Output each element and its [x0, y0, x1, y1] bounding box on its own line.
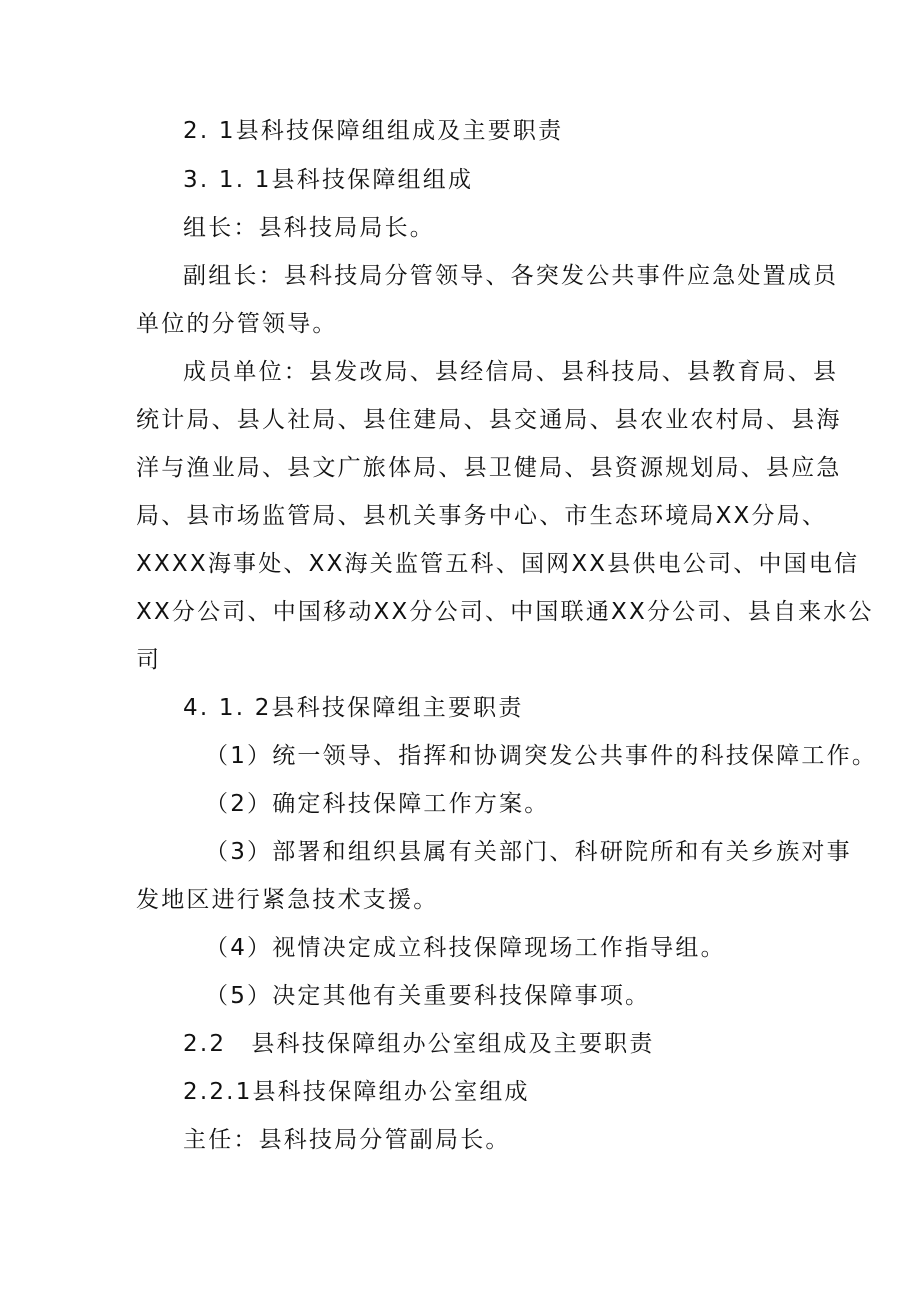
paragraph-deputy-leader-line2: 单位的分管领导。 — [136, 311, 338, 337]
paragraph-members-line1: 成员单位：县发改局、县经信局、县科技局、县教育局、县 — [183, 359, 839, 385]
duty-item-3-line1: （3）部署和组织县属有关部门、科研院所和有关乡族对事 — [205, 839, 852, 865]
paragraph-team-leader: 组长：县科技局局长。 — [183, 215, 435, 241]
paragraph-members-line3: 洋与渔业局、县文广旅体局、县卫健局、县资源规划局、县应急 — [136, 455, 842, 481]
duty-item-2: （2）确定科技保障工作方案。 — [205, 791, 550, 817]
paragraph-deputy-leader-line1: 副组长：县科技局分管领导、各突发公共事件应急处置成员 — [183, 263, 839, 289]
paragraph-members-line4: 局、县市场监管局、县机关事务中心、市生态环境局XX分局、 — [136, 503, 828, 529]
duty-item-4: （4）视情决定成立科技保障现场工作指导组。 — [205, 935, 726, 961]
paragraph-members-line5: XXXX海事处、XX海关监管五科、国网XX县供电公司、中国电信 — [136, 551, 860, 577]
duty-item-3-line2: 发地区进行紧急技术支援。 — [136, 887, 439, 913]
section-heading-2-1: 2. 1县科技保障组组成及主要职责 — [183, 118, 564, 144]
section-heading-2-2: 2.2 县科技保障组办公室组成及主要职责 — [183, 1031, 655, 1057]
subsection-heading-4-1-2: 4. 1. 2县科技保障组主要职责 — [183, 695, 524, 721]
duty-item-1: （1）统一领导、指挥和协调突发公共事件的科技保障工作。 — [205, 743, 878, 769]
paragraph-members-line6: XX分公司、中国移动XX分公司、中国联通XX分公司、县自来水公 — [136, 599, 874, 625]
paragraph-members-line2: 统计局、县人社局、县住建局、县交通局、县农业农村局、县海 — [136, 407, 842, 433]
paragraph-director: 主任：县科技局分管副局长。 — [183, 1127, 511, 1153]
paragraph-members-line7: 司 — [136, 647, 162, 673]
subsection-heading-2-2-1: 2.2.1县科技保障组办公室组成 — [183, 1079, 530, 1105]
subsection-heading-3-1-1: 3. 1. 1县科技保障组组成 — [183, 167, 474, 193]
duty-item-5: （5）决定其他有关重要科技保障事项。 — [205, 983, 651, 1009]
